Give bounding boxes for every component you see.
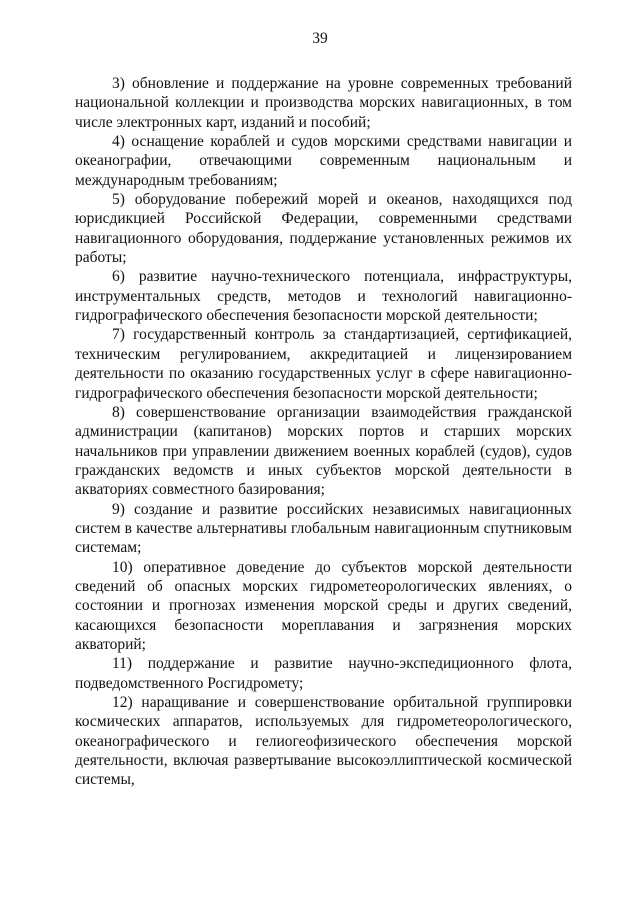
paragraph-item-10: 10) оперативное доведение до субъектов морской деятельности сведений об опасных морских гидрометеорологических явлениях, о состоянии и прогнозах изменения морской среды и других сведений, касающихся безопасности мореплавания и загрязнения морских акваторий;	[75, 558, 572, 653]
paragraph-item-12: 12) наращивание и совершенствование орбитальной группировки космических аппаратов, используемых для гидрометеорологического, океанографического и гелиогеофизического обеспечения морской деятельности, включая развертывание высокоэллиптической космической системы,	[75, 694, 572, 789]
paragraph-item-6: 6) развитие научно-технического потенциала, инфраструктуры, инструментальных средств, методов и технологий навигационно-гидрографического обеспечения безопасности морской деятельности;	[75, 268, 572, 325]
paragraph-item-5: 5) оборудование побережий морей и океанов, находящихся под юрисдикцией Российской Федерации, современными средствами навигационного оборудования, поддержание установленных режимов их работы;	[75, 191, 572, 267]
paragraph-item-4: 4) оснащение кораблей и судов морскими средствами навигации и океанографии, отвечающими современным национальным и международным требованиям;	[75, 133, 572, 189]
paragraph-item-11: 11) поддержание и развитие научно-экспедиционного флота, подведомственного Росгидромету;	[75, 655, 572, 692]
paragraph-item-8: 8) совершенствование организации взаимодействия гражданской администрации (капитанов) морских портов и старших морских начальников при управлении движением военных кораблей (судов), судов гражданских ведомств и иных субъектов морской деятельности в акваториях совместного базирования;	[75, 403, 572, 499]
document-body	[75, 74, 572, 790]
paragraph-item-9: 9) создание и развитие российских независимых навигационных систем в качестве альтернативы глобальным навигационным спутниковым системам;	[75, 500, 572, 557]
paragraph-item-7: 7) государственный контроль за стандартизацией, сертификацией, техническим регулированием, аккредитацией и лицензированием деятельности по оказанию государственных услуг в сфере навигационно-гидрографического обеспечения безопасности морской деятельности;	[75, 326, 572, 402]
paragraph-item-3: 3) обновление и поддержание на уровне современных требований национальной коллекции и производства морских навигационных, в том числе электронных карт, изданий и пособий;	[75, 75, 572, 131]
page-number: 39	[312, 30, 328, 47]
